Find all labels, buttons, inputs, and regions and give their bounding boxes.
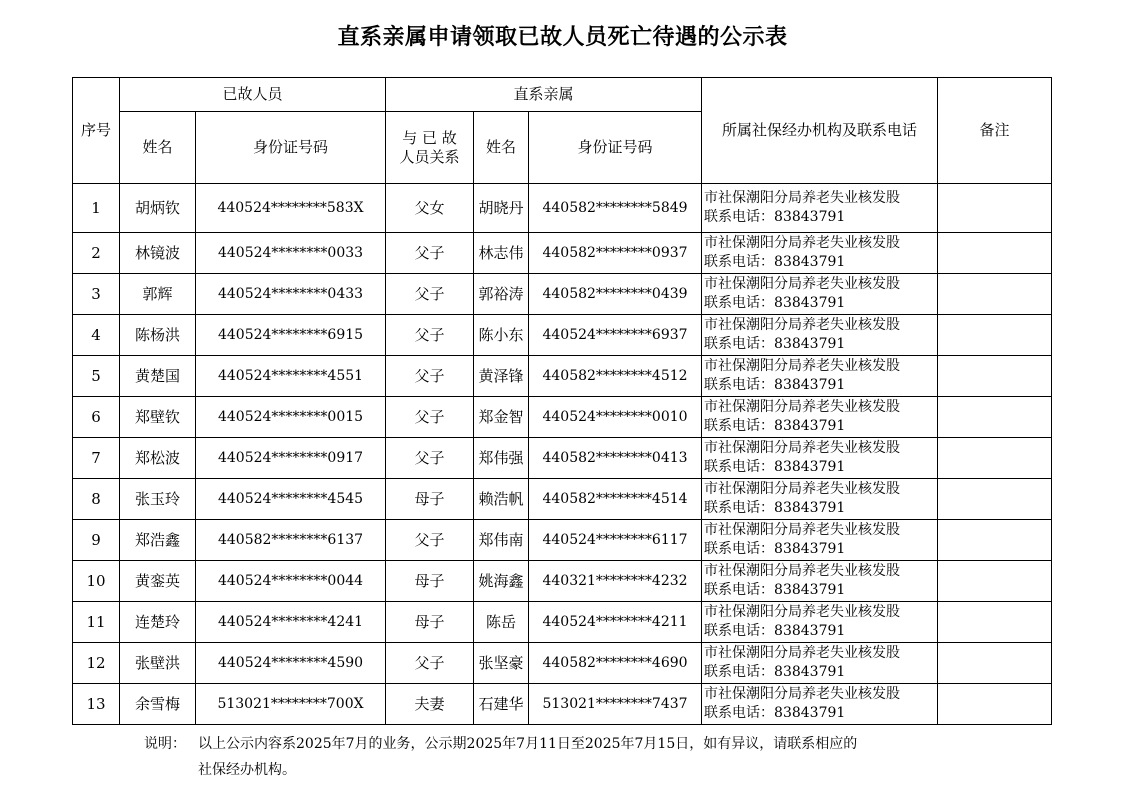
org-phone: 联系电话：83843791 <box>704 541 846 557</box>
row-number: 7 <box>73 438 120 479</box>
deceased-id: 440524********0044 <box>196 561 386 602</box>
relation: 父子 <box>386 233 474 274</box>
deceased-name: 连楚玲 <box>120 602 196 643</box>
relative-name: 姚海鑫 <box>474 561 529 602</box>
row-number: 2 <box>73 233 120 274</box>
org-phone: 联系电话：83843791 <box>704 459 846 475</box>
remark <box>938 184 1052 233</box>
deceased-id: 440524********4241 <box>196 602 386 643</box>
org-contact <box>702 602 938 643</box>
row-number: 6 <box>73 397 120 438</box>
relative-id: 440582********0439 <box>529 274 702 315</box>
table-row <box>73 233 1052 274</box>
relative-name: 郑金智 <box>474 397 529 438</box>
remark <box>938 520 1052 561</box>
org-name: 市社保潮阳分局养老失业核发股 <box>704 440 901 456</box>
org-name: 市社保潮阳分局养老失业核发股 <box>704 190 901 206</box>
header-deceased-group: 已故人员 <box>120 78 386 112</box>
deceased-name: 林镜波 <box>120 233 196 274</box>
relation: 父子 <box>386 356 474 397</box>
header-org-contact: 所属社保经办机构及联系电话 <box>702 78 938 184</box>
relation: 父子 <box>386 397 474 438</box>
deceased-name: 余雪梅 <box>120 684 196 725</box>
deceased-id: 440524********0917 <box>196 438 386 479</box>
org-name: 市社保潮阳分局养老失业核发股 <box>704 604 901 620</box>
org-contact <box>702 643 938 684</box>
remark <box>938 438 1052 479</box>
relative-name: 陈岳 <box>474 602 529 643</box>
relation: 父子 <box>386 274 474 315</box>
deceased-id: 440524********4590 <box>196 643 386 684</box>
org-contact <box>702 274 938 315</box>
relative-id: 440582********4690 <box>529 643 702 684</box>
org-contact <box>702 684 938 725</box>
header-deceased-name: 姓名 <box>120 112 196 184</box>
org-name: 市社保潮阳分局养老失业核发股 <box>704 686 901 702</box>
header-relation <box>386 112 474 184</box>
org-contact <box>702 184 938 233</box>
org-contact <box>702 520 938 561</box>
table-row <box>73 684 1052 725</box>
org-phone: 联系电话：83843791 <box>704 582 846 598</box>
table-row <box>73 274 1052 315</box>
deceased-name: 陈杨洪 <box>120 315 196 356</box>
row-number: 8 <box>73 479 120 520</box>
relative-id: 440524********6117 <box>529 520 702 561</box>
relative-name: 黄泽锋 <box>474 356 529 397</box>
deceased-name: 郭辉 <box>120 274 196 315</box>
remark <box>938 602 1052 643</box>
org-phone: 联系电话：83843791 <box>704 418 846 434</box>
deceased-name: 郑壁钦 <box>120 397 196 438</box>
org-contact <box>702 233 938 274</box>
relation: 母子 <box>386 602 474 643</box>
deceased-name: 郑松波 <box>120 438 196 479</box>
deceased-id: 440524********0033 <box>196 233 386 274</box>
org-contact <box>702 315 938 356</box>
deceased-id: 440524********0433 <box>196 274 386 315</box>
row-number: 4 <box>73 315 120 356</box>
relative-name: 赖浩帆 <box>474 479 529 520</box>
org-phone: 联系电话：83843791 <box>704 336 846 352</box>
relative-id: 440524********4211 <box>529 602 702 643</box>
deceased-id: 440524********4545 <box>196 479 386 520</box>
header-remarks: 备注 <box>938 78 1052 184</box>
relative-id: 440582********4514 <box>529 479 702 520</box>
deceased-name: 胡炳钦 <box>120 184 196 233</box>
deceased-id: 440524********0015 <box>196 397 386 438</box>
remark <box>938 397 1052 438</box>
row-number: 11 <box>73 602 120 643</box>
remark <box>938 479 1052 520</box>
relative-name: 石建华 <box>474 684 529 725</box>
footnote-line2: 社保经办机构。 <box>198 762 296 778</box>
table-row <box>73 520 1052 561</box>
org-contact <box>702 438 938 479</box>
remark <box>938 274 1052 315</box>
remark <box>938 233 1052 274</box>
deceased-id: 440524********583X <box>196 184 386 233</box>
remark <box>938 315 1052 356</box>
org-name: 市社保潮阳分局养老失业核发股 <box>704 481 901 497</box>
remark <box>938 561 1052 602</box>
footnote <box>144 731 964 783</box>
table-row <box>73 438 1052 479</box>
org-phone: 联系电话：83843791 <box>704 295 846 311</box>
org-name: 市社保潮阳分局养老失业核发股 <box>704 276 901 292</box>
org-phone: 联系电话：83843791 <box>704 705 846 721</box>
relative-name: 陈小东 <box>474 315 529 356</box>
org-phone: 联系电话：83843791 <box>704 209 846 225</box>
relative-id: 440582********0413 <box>529 438 702 479</box>
org-phone: 联系电话：83843791 <box>704 377 846 393</box>
table-row <box>73 602 1052 643</box>
row-number: 13 <box>73 684 120 725</box>
relation: 母子 <box>386 479 474 520</box>
deceased-name: 郑浩鑫 <box>120 520 196 561</box>
relative-id: 440524********0010 <box>529 397 702 438</box>
relative-name: 郑伟南 <box>474 520 529 561</box>
row-number: 10 <box>73 561 120 602</box>
org-contact <box>702 479 938 520</box>
table-row <box>73 397 1052 438</box>
relation: 夫妻 <box>386 684 474 725</box>
org-name: 市社保潮阳分局养老失业核发股 <box>704 317 901 333</box>
deceased-name: 张玉玲 <box>120 479 196 520</box>
table-row <box>73 315 1052 356</box>
org-name: 市社保潮阳分局养老失业核发股 <box>704 563 901 579</box>
deceased-id: 440524********6915 <box>196 315 386 356</box>
deceased-name: 黄楚国 <box>120 356 196 397</box>
relation: 父子 <box>386 438 474 479</box>
relation: 父子 <box>386 520 474 561</box>
publicity-table <box>72 77 1052 725</box>
row-number: 12 <box>73 643 120 684</box>
remark <box>938 684 1052 725</box>
org-contact <box>702 356 938 397</box>
deceased-name: 黄銮英 <box>120 561 196 602</box>
deceased-id: 440582********6137 <box>196 520 386 561</box>
footnote-line1: 以上公示内容系2025年7月的业务，公示期2025年7月11日至2025年7月15日，如有异议，请联系相应的 <box>198 736 858 752</box>
relative-name: 胡晓丹 <box>474 184 529 233</box>
table-row <box>73 643 1052 684</box>
org-phone: 联系电话：83843791 <box>704 623 846 639</box>
relative-id: 440321********4232 <box>529 561 702 602</box>
org-name: 市社保潮阳分局养老失业核发股 <box>704 358 901 374</box>
header-deceased-id: 身份证号码 <box>196 112 386 184</box>
row-number: 9 <box>73 520 120 561</box>
table-row <box>73 479 1052 520</box>
header-relative-name: 姓名 <box>474 112 529 184</box>
org-phone: 联系电话：83843791 <box>704 500 846 516</box>
header-relative-id: 身份证号码 <box>529 112 702 184</box>
header-relative-group: 直系亲属 <box>386 78 702 112</box>
header-seq: 序号 <box>73 78 120 184</box>
relative-id: 440524********6937 <box>529 315 702 356</box>
deceased-id: 440524********4551 <box>196 356 386 397</box>
row-number: 1 <box>73 184 120 233</box>
table-row <box>73 184 1052 233</box>
relative-name: 郭裕涛 <box>474 274 529 315</box>
org-name: 市社保潮阳分局养老失业核发股 <box>704 645 901 661</box>
deceased-id: 513021********700X <box>196 684 386 725</box>
relation: 父子 <box>386 643 474 684</box>
row-number: 5 <box>73 356 120 397</box>
relative-name: 林志伟 <box>474 233 529 274</box>
deceased-name: 张壁洪 <box>120 643 196 684</box>
org-name: 市社保潮阳分局养老失业核发股 <box>704 235 901 251</box>
relative-id: 513021********7437 <box>529 684 702 725</box>
org-phone: 联系电话：83843791 <box>704 254 846 270</box>
relative-id: 440582********5849 <box>529 184 702 233</box>
org-phone: 联系电话：83843791 <box>704 664 846 680</box>
relative-name: 郑伟强 <box>474 438 529 479</box>
relation: 父女 <box>386 184 474 233</box>
relative-id: 440582********4512 <box>529 356 702 397</box>
table-row <box>73 561 1052 602</box>
footnote-label: 说明： <box>144 736 186 752</box>
org-name: 市社保潮阳分局养老失业核发股 <box>704 399 901 415</box>
header-relation-line2: 人员关系 <box>399 147 460 166</box>
document-title: 直系亲属申请领取已故人员死亡待遇的公示表 <box>337 25 788 50</box>
relation: 父子 <box>386 315 474 356</box>
org-name: 市社保潮阳分局养老失业核发股 <box>704 522 901 538</box>
relative-name: 张坚豪 <box>474 643 529 684</box>
org-contact <box>702 561 938 602</box>
row-number: 3 <box>73 274 120 315</box>
remark <box>938 643 1052 684</box>
header-relation-line1: 与 已 故 <box>402 128 457 147</box>
table-row <box>73 356 1052 397</box>
remark <box>938 356 1052 397</box>
org-contact <box>702 397 938 438</box>
relation: 母子 <box>386 561 474 602</box>
relative-id: 440582********0937 <box>529 233 702 274</box>
